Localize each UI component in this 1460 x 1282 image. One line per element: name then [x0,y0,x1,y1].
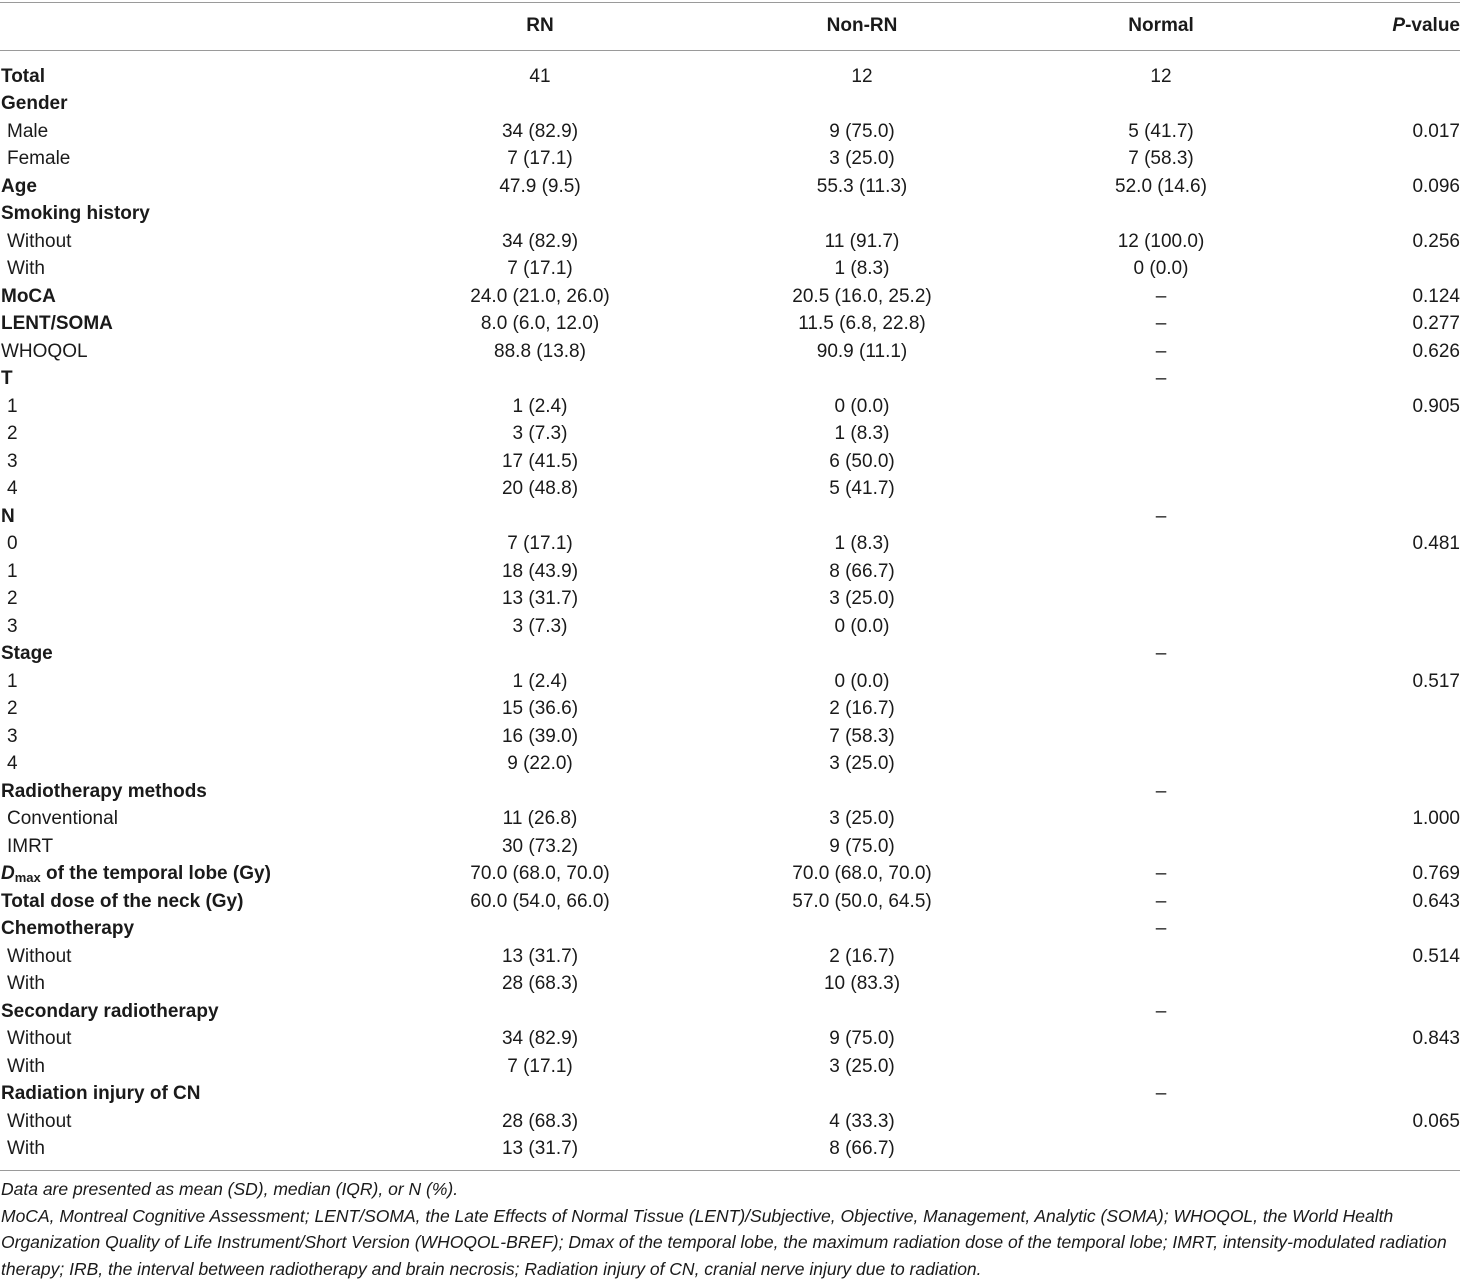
row-label: With [7,1135,45,1163]
cell-non-rn: 6 (50.0) [829,448,894,476]
cell-p-value: 0.514 [1412,943,1460,971]
cell-non-rn: 20.5 (16.0, 25.2) [792,283,931,311]
row-label: Secondary radiotherapy [1,998,219,1026]
row-label: With [7,1053,45,1081]
table-row [0,448,1460,476]
cell-non-rn: 3 (25.0) [829,1053,894,1081]
cell-rn: 34 (82.9) [502,118,578,146]
table-row [0,1108,1460,1136]
row-label: 2 [7,420,18,448]
cell-normal: – [1156,888,1167,916]
row-label: Radiation injury of CN [1,1080,201,1108]
table-row [0,585,1460,613]
table-row [0,255,1460,283]
cell-p-value: 0.843 [1412,1025,1460,1053]
cell-rn: 20 (48.8) [502,475,578,503]
cell-rn: 60.0 (54.0, 66.0) [470,888,609,916]
cell-non-rn: 11 (91.7) [825,228,900,256]
cell-p-value: 0.769 [1412,860,1460,888]
cell-non-rn: 2 (16.7) [829,695,894,723]
cell-non-rn: 8 (66.7) [829,1135,894,1163]
cell-normal: – [1156,860,1167,888]
row-label: 4 [7,750,18,778]
cell-rn: 24.0 (21.0, 26.0) [470,283,609,311]
table-row [0,365,1460,393]
row-label: LENT/SOMA [1,310,113,338]
table-row [0,805,1460,833]
cell-rn: 28 (68.3) [502,1108,578,1136]
table-row [0,668,1460,696]
cell-rn: 8.0 (6.0, 12.0) [481,310,599,338]
cell-rn: 28 (68.3) [502,970,578,998]
cell-rn: 18 (43.9) [502,558,578,586]
cell-rn: 70.0 (68.0, 70.0) [470,860,609,888]
cell-rn: 7 (17.1) [507,1053,572,1081]
table-row [0,723,1460,751]
cell-rn: 3 (7.3) [513,420,568,448]
row-label: Chemotherapy [1,915,134,943]
cell-normal: – [1156,640,1167,668]
row-label: WHOQOL [1,338,88,366]
row-label: 0 [7,530,18,558]
row-label: Without [7,1108,71,1136]
cell-non-rn: 11.5 (6.8, 22.8) [798,310,925,338]
cell-normal: – [1156,503,1167,531]
cell-rn: 13 (31.7) [502,943,578,971]
table-row [0,283,1460,311]
table-row [0,1135,1460,1163]
table-row [0,503,1460,531]
row-label: Stage [1,640,53,668]
header-normal: Normal [1128,12,1193,40]
cell-non-rn: 0 (0.0) [835,668,890,696]
table-header-row [0,12,1460,40]
cell-normal: 5 (41.7) [1128,118,1193,146]
row-label: MoCA [1,283,56,311]
cell-p-value: 0.277 [1412,310,1460,338]
header-p-rest: -value [1405,15,1460,36]
cell-rn: 7 (17.1) [507,255,572,283]
row-label: 2 [7,695,18,723]
cell-non-rn: 9 (75.0) [829,833,894,861]
table-row [0,613,1460,641]
cell-normal: 7 (58.3) [1128,145,1193,173]
table-row [0,998,1460,1026]
table-row [0,750,1460,778]
cell-non-rn: 3 (25.0) [829,145,894,173]
cell-non-rn: 9 (75.0) [829,1025,894,1053]
cell-rn: 41 [529,63,550,91]
table-row [0,475,1460,503]
cell-normal: – [1156,778,1167,806]
cell-non-rn: 8 (66.7) [829,558,894,586]
table-row [0,1080,1460,1108]
row-label: With [7,970,45,998]
cell-p-value: 0.643 [1412,888,1460,916]
row-label: 3 [7,723,18,751]
row-label: IMRT [7,833,53,861]
cell-p-value: 0.065 [1412,1108,1460,1136]
cell-non-rn: 0 (0.0) [835,393,890,421]
cell-non-rn: 7 (58.3) [829,723,894,751]
cell-non-rn: 10 (83.3) [824,970,900,998]
footnote-data-format: Data are presented as mean (SD), median (IQR), or N (%). [1,1176,1459,1203]
cell-normal: – [1156,1080,1167,1108]
table-row [0,1025,1460,1053]
row-label: Gender [1,90,68,118]
cell-rn: 3 (7.3) [513,613,568,641]
row-label: Total dose of the neck (Gy) [1,888,243,916]
cell-p-value: 0.517 [1412,668,1460,696]
row-label: N [1,503,15,531]
cell-p-value: 0.096 [1412,173,1460,201]
table-row [0,558,1460,586]
cell-rn: 7 (17.1) [507,530,572,558]
table-row [0,640,1460,668]
row-label: Smoking history [1,200,150,228]
table-row [0,393,1460,421]
cell-non-rn: 1 (8.3) [835,255,890,283]
cell-rn: 88.8 (13.8) [494,338,586,366]
cell-rn: 9 (22.0) [507,750,572,778]
cell-rn: 17 (41.5) [502,448,578,476]
cell-rn: 11 (26.8) [503,805,578,833]
cell-normal: – [1156,338,1167,366]
cell-normal: 0 (0.0) [1134,255,1189,283]
table-footnotes [1,1176,1459,1282]
cell-normal: – [1156,283,1167,311]
row-label: Conventional [7,805,118,833]
cell-rn: 30 (73.2) [502,833,578,861]
table-row [0,173,1460,201]
cell-non-rn: 90.9 (11.1) [817,338,907,366]
header-p-italic: P [1392,15,1405,36]
row-label: 2 [7,585,18,613]
cell-p-value: 1.000 [1412,805,1460,833]
row-label: 1 [7,558,18,586]
cell-rn: 16 (39.0) [502,723,578,751]
row-label: Total [1,63,45,91]
cell-p-value: 0.626 [1412,338,1460,366]
table-row [0,915,1460,943]
row-label: With [7,255,45,283]
cell-non-rn: 1 (8.3) [835,420,890,448]
row-label: 3 [7,613,18,641]
row-label-symbol: D [1,863,15,884]
top-rule [0,2,1460,3]
cell-p-value: 0.124 [1412,283,1460,311]
table-row [0,695,1460,723]
cell-rn: 34 (82.9) [502,228,578,256]
table-row [0,1053,1460,1081]
table-row [0,888,1460,916]
cell-non-rn: 0 (0.0) [835,613,890,641]
footnote-abbreviations: MoCA, Montreal Cognitive Assessment; LENT/SOMA, the Late Effects of Normal Tissue (LENT)/Subjective, Objective, Management, Analytic (SOMA); WHOQOL, the World Health Organization Quality of Life Instrument/Short Version (WHOQOL-BREF); Dmax of the temporal lobe, the maximum radiation dose of the temporal lobe; IMRT, intensity-modulated radiation therapy; IRB, the interval between radiotherapy and brain necrosis; Radiation injury of CN, cranial nerve injury due to radiation. [1,1203,1459,1282]
row-label: Without [7,943,71,971]
cell-normal: – [1156,310,1167,338]
table-row [0,228,1460,256]
cell-p-value: 0.481 [1412,530,1460,558]
cell-p-value: 0.017 [1412,118,1460,146]
table-row [0,860,1460,888]
cell-rn: 15 (36.6) [502,695,578,723]
row-label: Without [7,228,71,256]
header-non-rn: Non-RN [827,12,898,40]
cell-non-rn: 2 (16.7) [829,943,894,971]
cell-rn: 7 (17.1) [507,145,572,173]
row-label: 3 [7,448,18,476]
table-row [0,833,1460,861]
cell-non-rn: 9 (75.0) [829,118,894,146]
cell-normal: – [1156,365,1167,393]
table-row [0,338,1460,366]
table-row [0,145,1460,173]
row-label: 4 [7,475,18,503]
table-row [0,943,1460,971]
cell-normal: 52.0 (14.6) [1115,173,1207,201]
cell-non-rn: 4 (33.3) [829,1108,894,1136]
row-label-text: of the temporal lobe (Gy) [46,863,271,884]
table-row [0,118,1460,146]
row-label: 1 [7,393,18,421]
cell-non-rn: 1 (8.3) [835,530,890,558]
cell-normal: – [1156,998,1167,1026]
cell-non-rn: 5 (41.7) [829,475,894,503]
cell-normal: – [1156,915,1167,943]
cell-normal: 12 [1150,63,1171,91]
row-label: Without [7,1025,71,1053]
cell-non-rn: 3 (25.0) [829,585,894,613]
cell-non-rn: 70.0 (68.0, 70.0) [792,860,931,888]
row-label: Age [1,173,37,201]
row-label: Female [7,145,70,173]
row-label-subscript: max [15,870,41,885]
cell-non-rn: 3 (25.0) [829,750,894,778]
cell-normal: 12 (100.0) [1118,228,1205,256]
cell-rn: 13 (31.7) [502,1135,578,1163]
row-label: Male [7,118,48,146]
bottom-rule [0,1170,1460,1171]
cell-non-rn: 57.0 (50.0, 64.5) [792,888,931,916]
table-row [0,970,1460,998]
table-row [0,63,1460,91]
table-row [0,200,1460,228]
cell-non-rn: 55.3 (11.3) [817,173,907,201]
cell-p-value: 0.256 [1412,228,1460,256]
cell-rn: 34 (82.9) [502,1025,578,1053]
cell-rn: 13 (31.7) [502,585,578,613]
header-p-value [1392,12,1460,40]
row-label: 1 [7,668,18,696]
table-row [0,778,1460,806]
cell-p-value: 0.905 [1412,393,1460,421]
row-label: Radiotherapy methods [1,778,207,806]
cell-non-rn: 3 (25.0) [829,805,894,833]
row-label: T [1,365,13,393]
header-rn: RN [526,12,553,40]
header-rule [0,50,1460,51]
table-row [0,420,1460,448]
table-row [0,90,1460,118]
cell-rn: 1 (2.4) [513,668,568,696]
cell-rn: 47.9 (9.5) [499,173,580,201]
cell-non-rn: 12 [851,63,872,91]
table-row [0,310,1460,338]
table-row [0,530,1460,558]
cell-rn: 1 (2.4) [513,393,568,421]
